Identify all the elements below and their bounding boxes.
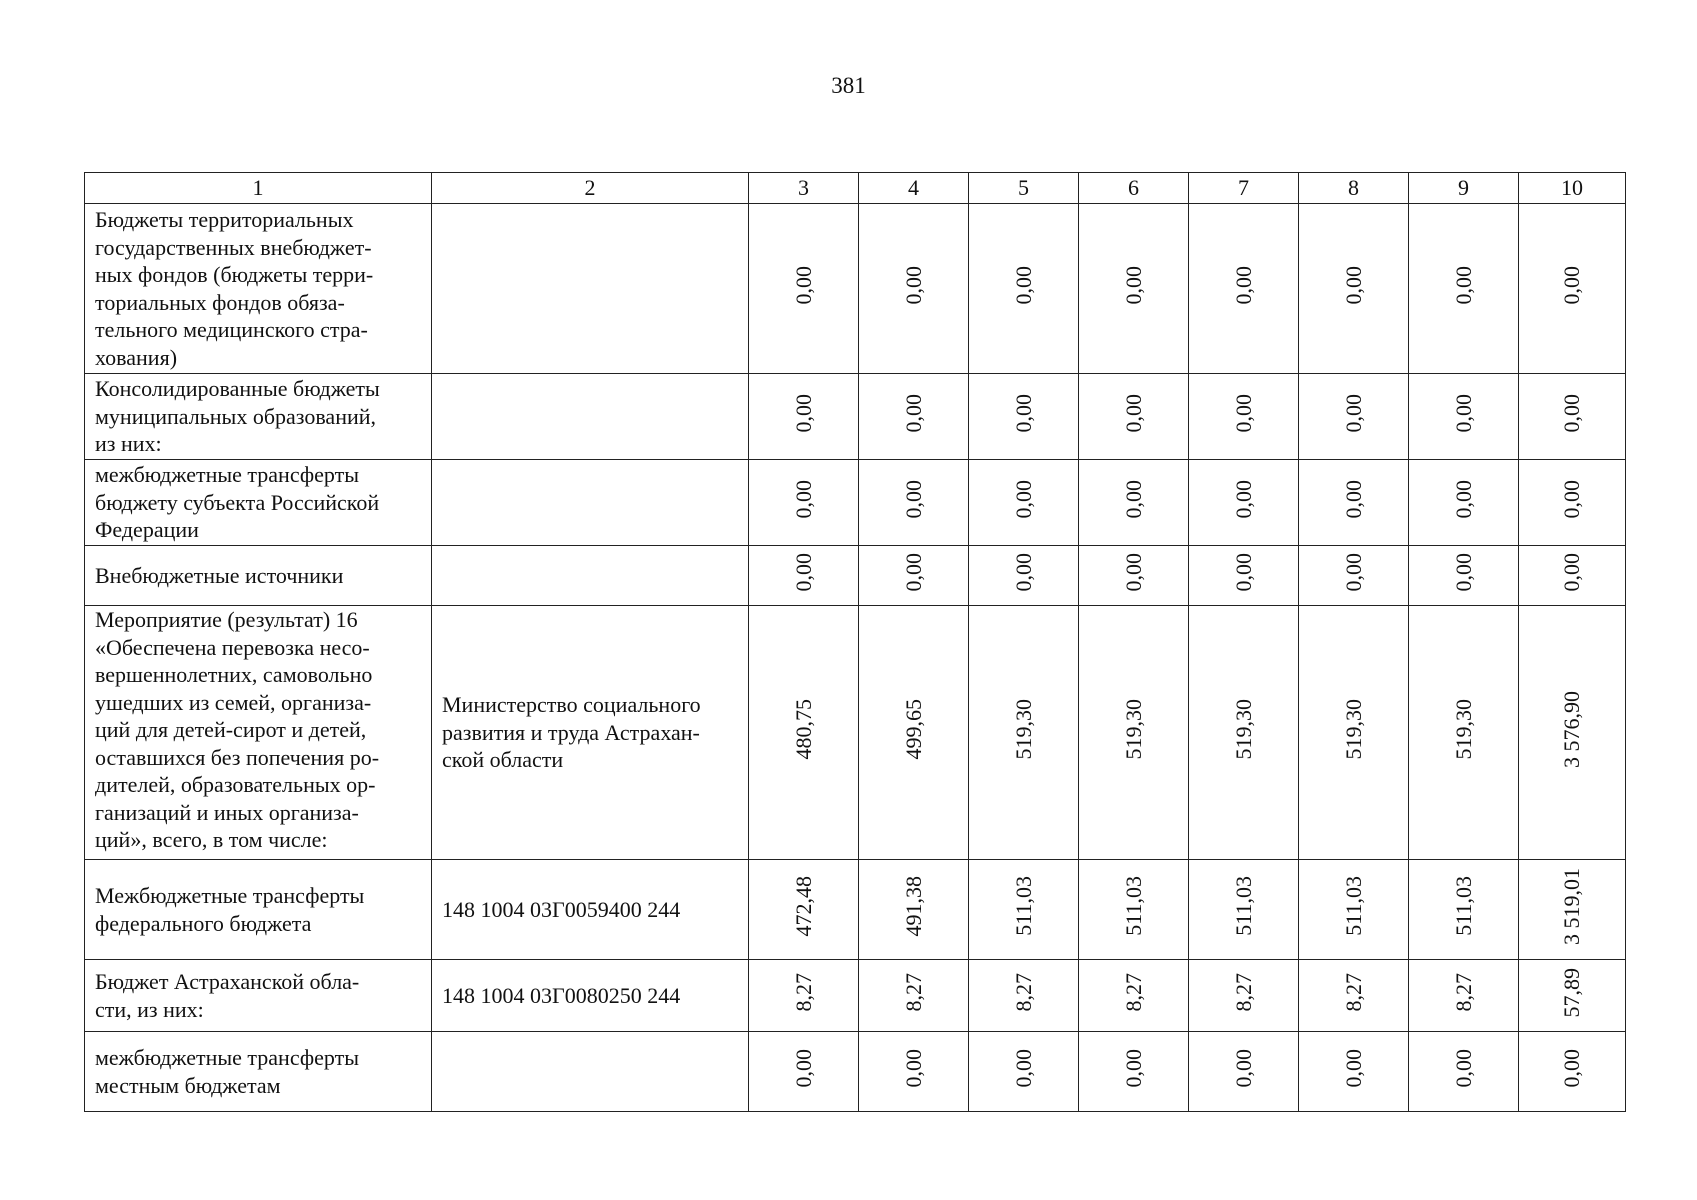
value-text: 0,00 xyxy=(1559,1049,1584,1088)
row-name-line: межбюджетные трансферты xyxy=(95,1045,359,1070)
value-text: 0,00 xyxy=(900,553,926,592)
row-name-line: из них: xyxy=(95,431,162,457)
value-text: 0,00 xyxy=(1010,553,1036,592)
value-text: 472,48 xyxy=(790,876,816,937)
value-cell xyxy=(969,606,1079,860)
value-text: 0,00 xyxy=(1010,1049,1036,1088)
value-text: 0,00 xyxy=(1559,480,1584,519)
row-code-line: ской области xyxy=(442,747,564,773)
value-text: 3 519,01 xyxy=(1559,867,1584,945)
value-text: 0,00 xyxy=(790,266,816,305)
value-text: 0,00 xyxy=(1120,394,1146,433)
value-text: 0,00 xyxy=(1559,266,1584,305)
value-text: 8,27 xyxy=(1120,973,1146,1012)
value-cell xyxy=(1519,204,1626,374)
table-row xyxy=(85,1032,1626,1112)
value-cell xyxy=(1079,606,1189,860)
table-row xyxy=(85,960,1626,1032)
value-cell xyxy=(1189,374,1299,460)
value-text: 0,00 xyxy=(900,266,926,305)
value-cell xyxy=(1079,860,1189,960)
row-name-line: Консолидированные бюджеты xyxy=(95,376,380,402)
value-text: 0,00 xyxy=(1450,1049,1476,1088)
value-text: 0,00 xyxy=(1010,480,1036,519)
value-text: 0,00 xyxy=(1120,266,1146,305)
value-text: 3 576,90 xyxy=(1559,690,1584,768)
value-text: 511,03 xyxy=(1340,876,1366,937)
value-cell xyxy=(969,860,1079,960)
value-text: 499,65 xyxy=(900,699,926,760)
value-text: 0,00 xyxy=(1230,553,1256,592)
value-text: 519,30 xyxy=(1010,699,1036,760)
row-name-line: сти, из них: xyxy=(95,996,204,1022)
row-code-cell xyxy=(432,1032,749,1112)
row-name-line: ганизаций и иных организа- xyxy=(95,799,359,825)
value-text: 0,00 xyxy=(1230,394,1256,433)
row-name-cell xyxy=(85,374,432,460)
value-text: 0,00 xyxy=(790,1049,816,1088)
value-text: 0,00 xyxy=(1120,480,1146,519)
row-code-line: развития и труда Астрахан- xyxy=(442,719,700,745)
value-text: 0,00 xyxy=(1340,394,1366,433)
value-cell xyxy=(1409,1032,1519,1112)
value-text: 519,30 xyxy=(1120,699,1146,760)
value-cell xyxy=(1519,606,1626,860)
value-text: 0,00 xyxy=(900,1049,926,1088)
row-code-cell xyxy=(432,460,749,546)
value-text: 511,03 xyxy=(1450,876,1476,937)
value-cell xyxy=(1299,1032,1409,1112)
value-text: 8,27 xyxy=(1450,973,1476,1012)
value-cell xyxy=(969,960,1079,1032)
value-text: 0,00 xyxy=(1230,266,1256,305)
row-name-line: государственных внебюджет- xyxy=(95,234,372,260)
table-row xyxy=(85,460,1626,546)
value-cell xyxy=(1409,374,1519,460)
value-cell xyxy=(1189,546,1299,606)
row-code-cell xyxy=(432,960,749,1032)
value-cell xyxy=(859,204,969,374)
value-text: 0,00 xyxy=(1230,1049,1256,1088)
value-cell xyxy=(1079,546,1189,606)
value-cell xyxy=(749,1032,859,1112)
column-number-cell: 5 xyxy=(969,173,1079,204)
row-name-line: вершеннолетних, самовольно xyxy=(95,662,373,687)
column-number-cell: 7 xyxy=(1189,173,1299,204)
row-name-line: ций», всего, в том числе: xyxy=(95,827,328,852)
table-row xyxy=(85,204,1626,374)
value-cell xyxy=(1079,204,1189,374)
value-text: 0,00 xyxy=(790,480,816,519)
value-cell xyxy=(1189,960,1299,1032)
value-cell xyxy=(1409,606,1519,860)
column-number-cell: 3 xyxy=(749,173,859,204)
value-cell xyxy=(1189,606,1299,860)
value-cell xyxy=(1409,204,1519,374)
value-text: 0,00 xyxy=(1010,266,1036,305)
value-cell xyxy=(1079,960,1189,1032)
row-name-cell xyxy=(85,1032,432,1112)
value-text: 0,00 xyxy=(1340,1049,1366,1088)
value-cell xyxy=(1519,960,1626,1032)
row-name-line: хования) xyxy=(95,344,178,370)
row-code-line: 148 1004 03Г0080250 244 xyxy=(442,982,681,1008)
value-cell xyxy=(749,460,859,546)
table-row xyxy=(85,860,1626,960)
row-code-cell xyxy=(432,204,749,374)
row-name-line: тельного медицинского стра- xyxy=(95,317,368,342)
row-code-cell xyxy=(432,606,749,860)
value-cell xyxy=(1079,374,1189,460)
value-text: 480,75 xyxy=(790,699,816,760)
column-number-cell: 6 xyxy=(1079,173,1189,204)
value-cell xyxy=(1189,1032,1299,1112)
value-cell xyxy=(1189,460,1299,546)
row-name-line: «Обеспечена перевозка несо- xyxy=(95,634,370,660)
value-cell xyxy=(749,204,859,374)
value-cell xyxy=(859,374,969,460)
value-text: 0,00 xyxy=(1340,553,1366,592)
value-text: 519,30 xyxy=(1230,699,1256,760)
value-cell xyxy=(1409,960,1519,1032)
value-text: 0,00 xyxy=(1120,553,1146,592)
value-text: 511,03 xyxy=(1230,876,1256,937)
column-number-row xyxy=(85,173,1626,204)
row-code-line: 148 1004 03Г0059400 244 xyxy=(442,896,681,922)
value-text: 0,00 xyxy=(1120,1049,1146,1088)
table-row xyxy=(85,606,1626,860)
value-cell xyxy=(1519,860,1626,960)
value-text: 0,00 xyxy=(1010,394,1036,433)
value-text: 491,38 xyxy=(900,876,926,937)
column-number-cell: 2 xyxy=(432,173,749,204)
value-cell xyxy=(969,204,1079,374)
value-text: 0,00 xyxy=(1230,480,1256,519)
value-text: 8,27 xyxy=(900,973,926,1012)
row-name-cell xyxy=(85,960,432,1032)
value-cell xyxy=(1299,204,1409,374)
value-text: 8,27 xyxy=(1230,973,1256,1012)
value-cell xyxy=(859,960,969,1032)
value-cell xyxy=(1519,546,1626,606)
row-name-cell xyxy=(85,460,432,546)
column-number-cell: 4 xyxy=(859,173,969,204)
value-cell xyxy=(859,546,969,606)
value-cell xyxy=(1299,606,1409,860)
value-text: 0,00 xyxy=(900,394,926,433)
value-cell xyxy=(1519,460,1626,546)
value-cell xyxy=(969,460,1079,546)
row-name-line: местным бюджетам xyxy=(95,1072,281,1098)
row-name-cell xyxy=(85,606,432,860)
row-code-cell xyxy=(432,374,749,460)
row-code-cell xyxy=(432,860,749,960)
page-number: 381 xyxy=(831,73,866,98)
row-name-line: ных фондов (бюджеты терри- xyxy=(95,262,374,287)
row-name-line: межбюджетные трансферты xyxy=(95,462,359,488)
value-cell xyxy=(1299,960,1409,1032)
value-cell xyxy=(969,546,1079,606)
row-name-line: Федерации xyxy=(95,517,199,543)
column-number-cell: 10 xyxy=(1519,173,1626,204)
value-text: 511,03 xyxy=(1010,876,1036,937)
value-text: 0,00 xyxy=(1340,266,1366,305)
value-cell xyxy=(1299,860,1409,960)
value-cell xyxy=(1299,374,1409,460)
row-name-cell xyxy=(85,860,432,960)
value-cell xyxy=(749,960,859,1032)
value-text: 8,27 xyxy=(1010,973,1036,1012)
value-cell xyxy=(859,606,969,860)
row-name-line: ториальных фондов обяза- xyxy=(95,289,345,315)
value-cell xyxy=(859,860,969,960)
row-name-cell xyxy=(85,204,432,374)
column-number-cell: 8 xyxy=(1299,173,1409,204)
value-text: 519,30 xyxy=(1450,699,1476,760)
row-name-line: дителей, образовательных ор- xyxy=(95,772,376,797)
value-cell xyxy=(1299,460,1409,546)
value-cell xyxy=(1409,460,1519,546)
value-text: 0,00 xyxy=(1340,480,1366,519)
value-text: 8,27 xyxy=(790,973,816,1012)
value-cell xyxy=(749,374,859,460)
column-number-cell: 1 xyxy=(85,173,432,204)
value-text: 0,00 xyxy=(900,480,926,519)
value-text: 511,03 xyxy=(1120,876,1146,937)
row-name-line: Мероприятие (результат) 16 xyxy=(95,607,358,632)
table-row xyxy=(85,374,1626,460)
value-cell xyxy=(1519,374,1626,460)
value-cell xyxy=(1409,546,1519,606)
value-cell xyxy=(1409,860,1519,960)
budget-table xyxy=(84,172,1626,1112)
row-name-line: ций для детей-сирот и детей, xyxy=(95,717,367,742)
row-code-line: Министерство социального xyxy=(442,692,701,718)
value-cell xyxy=(1189,860,1299,960)
row-name-line: бюджету субъекта Российской xyxy=(95,489,380,515)
row-code-cell xyxy=(432,546,749,606)
row-name-line: Бюджет Астраханской обла- xyxy=(95,969,360,994)
value-cell xyxy=(1299,546,1409,606)
value-cell xyxy=(969,1032,1079,1112)
row-name-line: Бюджеты территориальных xyxy=(95,207,354,232)
value-text: 519,30 xyxy=(1340,699,1366,760)
row-name-line: Внебюджетные источники xyxy=(95,562,344,588)
row-name-line: федерального бюджета xyxy=(95,910,312,936)
value-text: 57,89 xyxy=(1559,967,1584,1017)
value-cell xyxy=(1079,460,1189,546)
value-cell xyxy=(859,460,969,546)
value-cell xyxy=(1189,204,1299,374)
row-name-cell xyxy=(85,546,432,606)
value-text: 0,00 xyxy=(1450,394,1476,433)
value-text: 0,00 xyxy=(1559,553,1584,592)
value-cell xyxy=(749,546,859,606)
table-row xyxy=(85,546,1626,606)
value-text: 0,00 xyxy=(1450,266,1476,305)
value-cell xyxy=(749,606,859,860)
column-number-cell: 9 xyxy=(1409,173,1519,204)
value-text: 0,00 xyxy=(790,553,816,592)
value-cell xyxy=(1079,1032,1189,1112)
value-cell xyxy=(1519,1032,1626,1112)
value-text: 8,27 xyxy=(1340,973,1366,1012)
value-text: 0,00 xyxy=(790,394,816,433)
row-name-line: ушедших из семей, организа- xyxy=(95,689,372,715)
value-cell xyxy=(749,860,859,960)
row-name-line: оставшихся без попечения ро- xyxy=(95,744,380,770)
row-name-line: муниципальных образований, xyxy=(95,403,377,429)
value-text: 0,00 xyxy=(1559,394,1584,433)
value-cell xyxy=(859,1032,969,1112)
value-text: 0,00 xyxy=(1450,553,1476,592)
value-cell xyxy=(969,374,1079,460)
value-text: 0,00 xyxy=(1450,480,1476,519)
row-name-line: Межбюджетные трансферты xyxy=(95,883,365,908)
